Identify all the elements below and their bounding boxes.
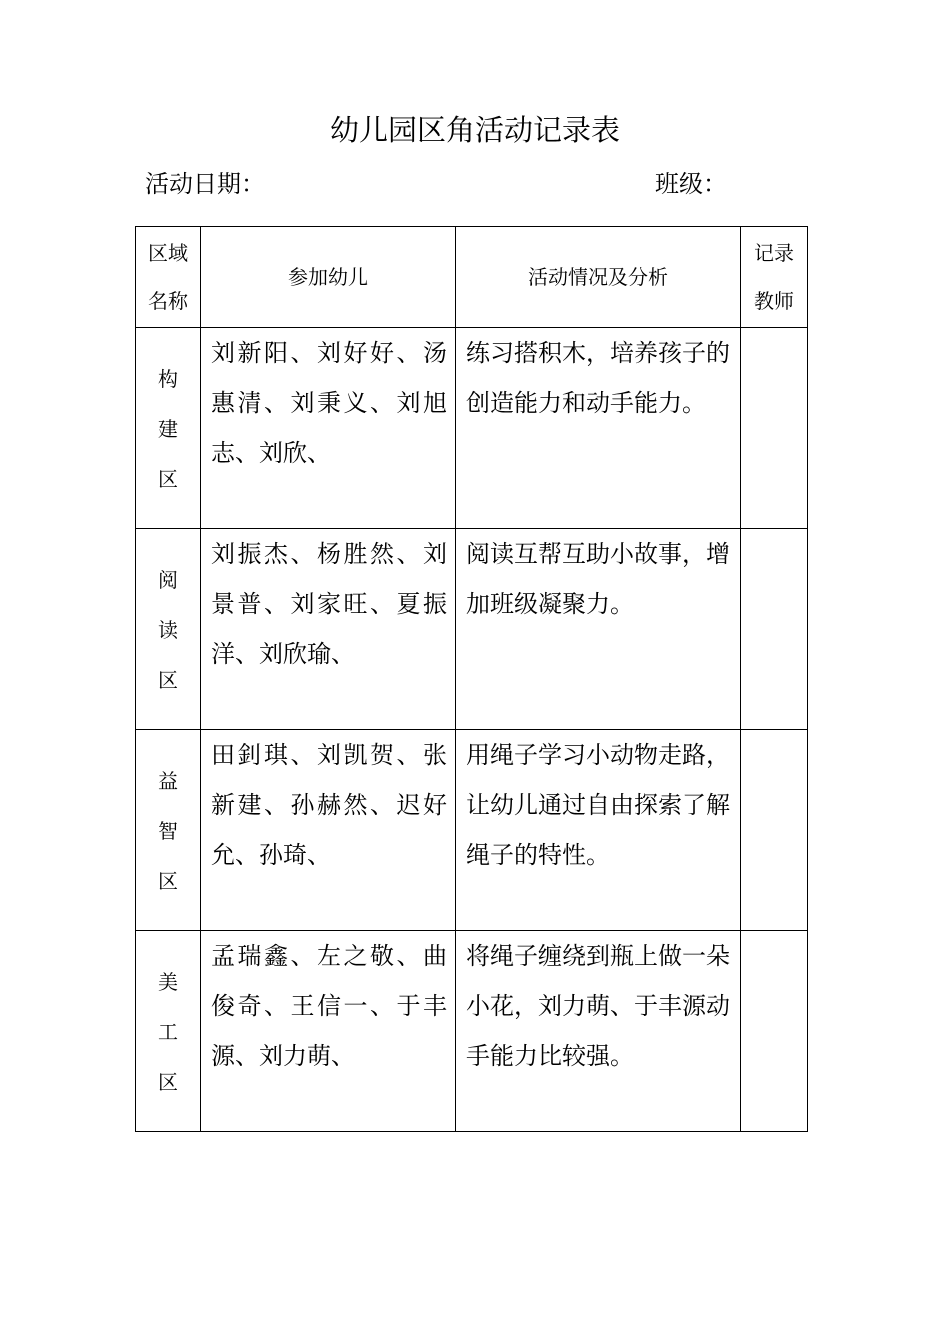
children-cell: 刘新阳、刘好好、汤惠清、刘秉义、刘旭志、刘欣、: [201, 328, 456, 529]
area-char: 阅: [158, 568, 178, 592]
area-char: 区: [158, 869, 178, 893]
header-area-line1: 区域: [148, 241, 188, 265]
table-row: [136, 328, 808, 529]
activity-record-table: [135, 226, 808, 1132]
teacher-cell: [741, 931, 808, 1132]
area-char: 构: [158, 367, 178, 391]
area-char: 读: [158, 618, 178, 642]
teacher-cell: [741, 328, 808, 529]
activity-date-label: 活动日期：: [145, 170, 265, 198]
area-char: 建: [158, 417, 178, 441]
area-char: 工: [158, 1020, 178, 1044]
area-char: 美: [158, 970, 178, 994]
header-teacher-line2: 教师: [754, 289, 794, 313]
children-cell: 孟瑞鑫、左之敬、曲俊奇、王信一、于丰源、刘力萌、: [201, 931, 456, 1132]
header-area-name: [136, 227, 201, 328]
document-title: 幼儿园区角活动记录表: [329, 113, 620, 147]
header-area-line2: 名称: [148, 289, 188, 313]
analysis-cell: 用绳子学习小动物走路，让幼儿通过自由探索了解绳子的特性。: [456, 730, 741, 931]
area-char: 区: [158, 1070, 178, 1094]
area-char: 益: [158, 769, 178, 793]
table-header-row: [136, 227, 808, 328]
area-name-cell: [136, 529, 201, 730]
teacher-cell: [741, 730, 808, 931]
area-char: 区: [158, 467, 178, 491]
header-children: 参加幼儿: [201, 227, 456, 328]
area-name-cell: [136, 931, 201, 1132]
class-label: 班级：: [655, 170, 727, 198]
area-name-cell: [136, 730, 201, 931]
table-row: [136, 529, 808, 730]
teacher-cell: [741, 529, 808, 730]
table-row: [136, 730, 808, 931]
analysis-cell: 将绳子缠绕到瓶上做一朵小花，刘力萌、于丰源动手能力比较强。: [456, 931, 741, 1132]
header-analysis: 活动情况及分析: [456, 227, 741, 328]
area-char: 区: [158, 668, 178, 692]
children-cell: 刘振杰、杨胜然、刘景普、刘家旺、夏振洋、刘欣瑜、: [201, 529, 456, 730]
table-row: [136, 931, 808, 1132]
area-name-cell: [136, 328, 201, 529]
area-char: 智: [158, 819, 178, 843]
analysis-cell: 练习搭积木，培养孩子的创造能力和动手能力。: [456, 328, 741, 529]
header-teacher-line1: 记录: [754, 241, 794, 265]
header-teacher: [741, 227, 808, 328]
children-cell: 田釗琪、刘凯贺、张新建、孙赫然、迟好允、孙琦、: [201, 730, 456, 931]
analysis-cell: 阅读互帮互助小故事，增加班级凝聚力。: [456, 529, 741, 730]
